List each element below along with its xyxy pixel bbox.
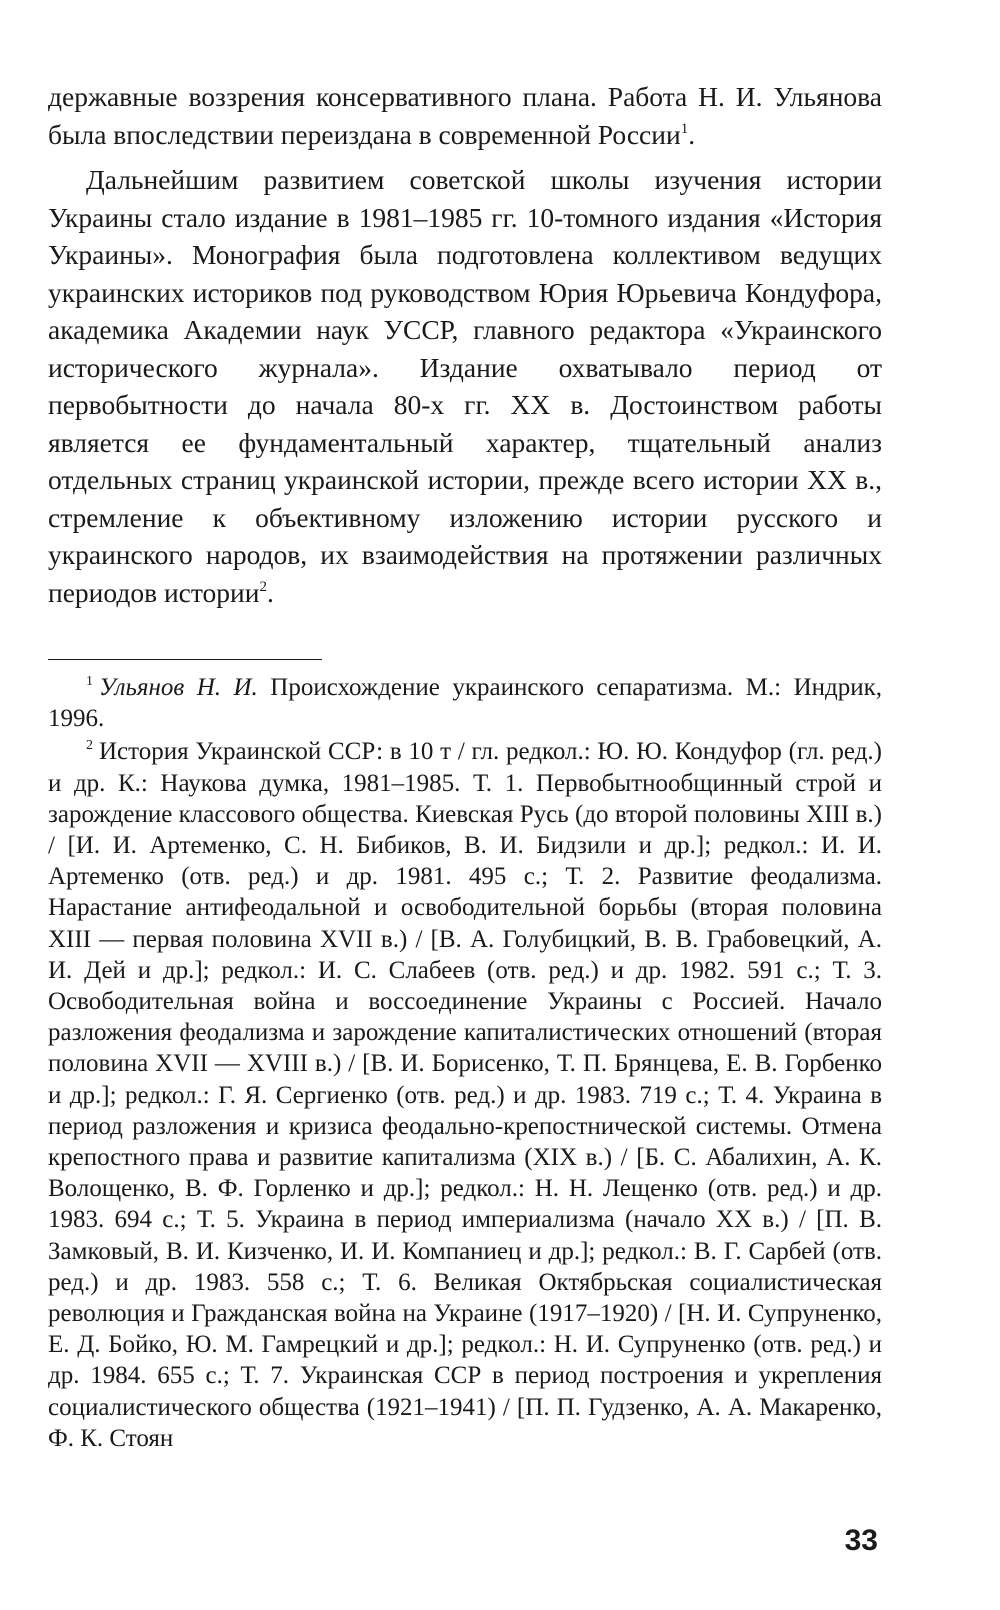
footnote-1-text: Происхождение украинского сепаратизма. М.: Индрик, 1996. [48, 674, 882, 733]
footnote-1 [48, 672, 882, 734]
main-text [48, 78, 882, 611]
footnote-1-author: Ульянов Н. И. [99, 674, 258, 701]
footnote-1-number: 1 [86, 674, 93, 689]
paragraph-2-end: . [266, 576, 274, 608]
footnote-2-number: 2 [86, 738, 93, 754]
paragraph-1 [48, 78, 882, 153]
footnote-ref-2: 2 [259, 578, 267, 595]
footnote-2-text: История Украинской ССР: в 10 т / гл. редкол.: Ю. Ю. Кондуфор (гл. ред.) и др. К.: Наукова думка, 1981–1985. Т. 1. Первобытнообщинный строй и зарождение классового общества. Киевская Русь (до второй половины XIII в.) / [И. И. Артеменко, С. Н. Бибиков, В. И. Бидзили и др.]; редкол.: И. И. Артеменко (отв. ред.) и др. 1981. 495 с.; Т. 2. Развитие феодализма. Нарастание антифеодальной и освободительной борьбы (вторая половина XIII — первая половина XVII в.) / [В. А. Голубицкий, В. В. Грабовецкий, А. И. Дей и др.]; редкол.: И. С. Слабеев (отв. ред.) и др. 1982. 591 с.; Т. 3. Освободительная война и воссоединение Украины с Россией. Начало разложения феодализма и зарождение капиталистических отношений (вторая половина XVII — XVIII в.) / [В. И. Борисенко, Т. П. Брянцева, Е. В. Горбенко и др.]; редкол.: Г. Я. Сергиенко (отв. ред.) и др. 1983. 719 с.; Т. 4. Украина в период разложения и кризиса феодально-крепостнической системы. Отмена крепостного права и развитие капитализма (XIX в.) / [Б. С. Абалихин, А. К. Волощенко, В. Ф. Горленко и др.]; редкол.: Н. Н. Лещенко (отв. ред.) и др. 1983. 694 с.; Т. 5. Украина в период империализма (начало XX в.) / [П. В. Замковый, В. И. Кизченко, И. И. Компаниец и др.]; редкол.: В. Г. Сарбей (отв. ред.) и др. 1983. 558 с.; Т. 6. Великая Октябрьская социалистическая революция и Гражданская война на Украине (1917–1920) / [Н. И. Супруненко, Е. Д. Бойко, Ю. М. Гамрецкий и др.]; редкол.: Н. И. Супруненко (отв. ред.) и др. 1984. 655 с.; Т. 7. Украинская ССР в период построения и укрепления социалистического общества (1921–1941) / [П. П. Гудзенко, А. А. Макаренко, Ф. К. Стоян [48, 738, 882, 1452]
footnote-ref-1: 1 [680, 120, 689, 137]
page-content [48, 78, 882, 1454]
paragraph-1-text: державные воззрения консервативного плана. Работа Н. И. Ульянова была впоследствии переиздана в современной России [48, 81, 882, 150]
paragraph-2-text: Дальнейшим развитием советской школы изучения истории Украины стало издание в 1981–1985 гг. 10-томного издания «История Украины». Монография была подготовлена коллективом ведущих украинских историков под руководством Юрия Юрьевича Кондуфора, академика Академии наук УССР, главного редактора «Украинского исторического журнала». Издание охватывало период от первобытности до начала 80-х гг. XX в. Достоинством работы является ее фундаментальный характер, тщательный анализ отдельных страниц украинской истории, прежде всего истории XX в., стремление к объективному изложению истории русского и украинского народов, их взаимодействия на протяжении различных периодов истории [48, 164, 882, 608]
paragraph-2 [48, 161, 882, 611]
footnote-separator [48, 659, 322, 660]
page-number: 33 [844, 1524, 878, 1557]
footnote-2 [48, 736, 882, 1454]
footnotes [48, 672, 882, 1454]
paragraph-1-end: . [688, 118, 696, 150]
